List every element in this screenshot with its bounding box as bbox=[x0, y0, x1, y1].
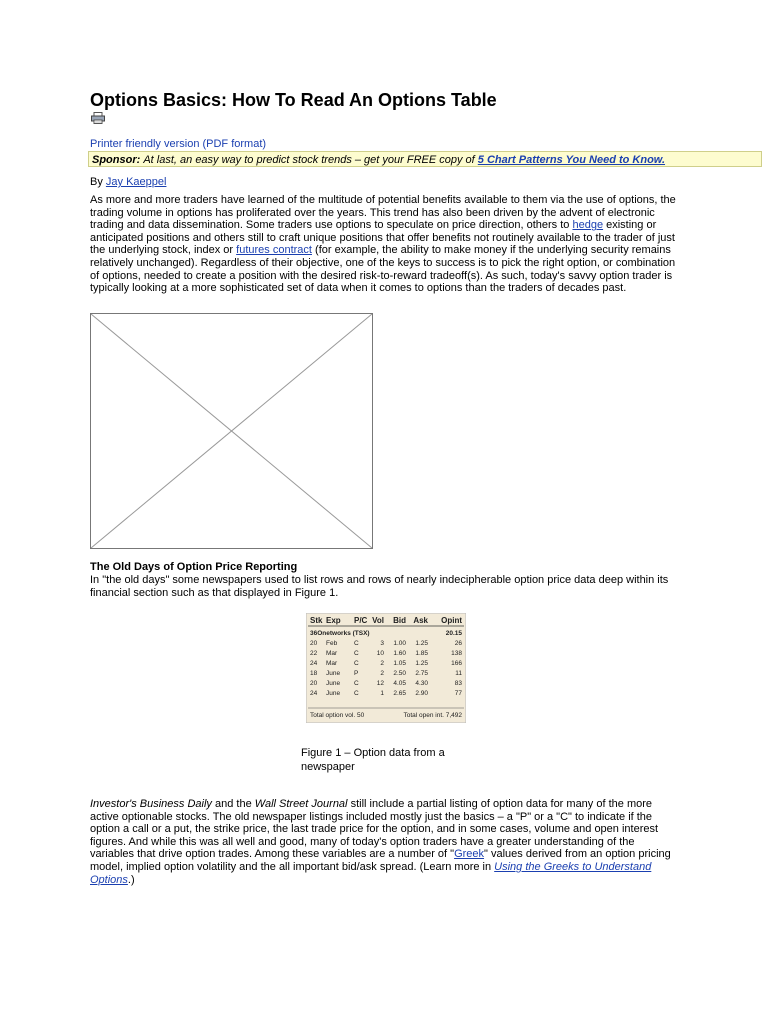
table-cell: 4.30 bbox=[415, 680, 428, 687]
table-cell: 77 bbox=[454, 690, 462, 697]
table-cell: 2.75 bbox=[415, 670, 428, 677]
table-cell: 2.50 bbox=[393, 670, 406, 677]
sponsor-message: At last, an easy way to predict stock trends – get your FREE copy of bbox=[143, 154, 475, 166]
table-footer-volume: Total option vol. 50 bbox=[310, 712, 365, 719]
table-company-price: 20.15 bbox=[445, 630, 462, 637]
table-header-vol: Vol bbox=[372, 616, 384, 625]
table-cell: 4.05 bbox=[393, 680, 406, 687]
table-cell: 1.05 bbox=[393, 660, 406, 667]
table-cell: C bbox=[354, 680, 359, 687]
table-cell: 11 bbox=[455, 670, 462, 677]
table-cell: 138 bbox=[451, 650, 462, 657]
para2-text-3: " values derived from an option pricing model, implied option volatility and the all important bid/ask spread. (Learn more in bbox=[90, 848, 671, 873]
figure-caption: Figure 1 – Option data from a newspaper bbox=[301, 747, 445, 773]
printer-icon[interactable] bbox=[91, 112, 105, 124]
section-paragraph: In "the old days" some newspapers used to list rows and rows of nearly indecipherable option price data deep within its financial section such as that displayed in Figure 1. bbox=[90, 574, 669, 599]
table-cell: 166 bbox=[451, 660, 462, 667]
table-cell: 18 bbox=[310, 670, 318, 677]
table-cell: 1.25 bbox=[415, 640, 428, 647]
intro-paragraph bbox=[90, 194, 680, 295]
table-cell: 1.60 bbox=[393, 650, 406, 657]
author-link[interactable]: Jay Kaeppel bbox=[105, 176, 167, 188]
intro-text-1: As more and more traders have learned of the multitude of potential benefits available to them via the use of options, the trading volume in options has proliferated over the years. This trend has also been driven by the advent of electronic trading and data dissemination. Some traders use options to speculate on price direction, others to bbox=[90, 194, 676, 232]
intro-text-2: existing or anticipated positions and others still to craft unique positions that offer benefits not routinely available to the trader of just the underlying stock, index or bbox=[90, 219, 675, 257]
table-cell: Mar bbox=[326, 650, 338, 657]
table-header-pc: P/C bbox=[354, 616, 368, 625]
sponsor-link[interactable]: 5 Chart Patterns You Need to Know. bbox=[477, 154, 666, 166]
table-header-ask: Ask bbox=[413, 616, 428, 625]
table-cell: 1.25 bbox=[415, 660, 428, 667]
byline-prefix: By bbox=[90, 176, 103, 188]
greek-link[interactable]: Greek bbox=[454, 848, 485, 861]
intro-text-3: (for example, the ability to make money if the underlying security remains relatively unchanged). Regardless of their objective, one of the keys to success is to pick the right option, or combination of options, needed to create a position with the desired risk-to-reward tradeoff(s). As such, today's savvy option trader is typically looking at a more sophisticated set of data when it comes to options than the traders of decades past. bbox=[90, 244, 676, 295]
table-cell: 3 bbox=[380, 640, 384, 647]
table-header-bid: Bid bbox=[393, 616, 406, 625]
broken-image-icon bbox=[91, 314, 372, 548]
greeks-article-link[interactable]: Using the Greeks to Understand Options bbox=[90, 860, 652, 886]
table-header-stk: Stk bbox=[310, 616, 323, 625]
image-placeholder bbox=[90, 313, 373, 549]
table-cell: 1 bbox=[380, 690, 384, 697]
table-cell: 20 bbox=[310, 680, 318, 687]
table-cell: June bbox=[326, 690, 341, 697]
table-cell: 24 bbox=[310, 660, 318, 667]
table-cell: 83 bbox=[454, 680, 462, 687]
table-cell: June bbox=[326, 680, 341, 687]
para2-text-1: and the bbox=[215, 798, 252, 810]
publication-wsj: Wall Street Journal bbox=[254, 798, 348, 810]
table-cell: C bbox=[354, 660, 359, 667]
table-cell: 26 bbox=[454, 640, 462, 647]
para2-text-4: .) bbox=[127, 873, 135, 886]
futures-contract-link[interactable]: futures contract bbox=[236, 244, 312, 257]
page-title: Options Basics: How To Read An Options Table bbox=[90, 90, 497, 110]
table-cell: 20 bbox=[310, 640, 318, 647]
table-cell: 2 bbox=[380, 660, 384, 667]
sponsor-label: Sponsor: bbox=[92, 154, 141, 166]
table-header-exp: Exp bbox=[326, 616, 341, 625]
table-cell: 2 bbox=[380, 670, 384, 677]
table-cell: 1.00 bbox=[393, 640, 406, 647]
publication-ibd: Investor's Business Daily bbox=[90, 798, 212, 810]
printer-friendly-link[interactable]: Printer friendly version (PDF format) bbox=[90, 138, 267, 150]
table-cell: 2.90 bbox=[415, 690, 428, 697]
para2-text-2: still include a partial listing of option data for many of the more active optionable stocks. The old newspaper listings included mostly just the basics – a "P" or a "C" to indicate if the option a call or a put, the strike price, the last trade price for the option, and in some cases, volume and open interest figures. And while this was all well and good, many of today's option traders have a greater understanding of the variables that drive option trades. Among these variables are a number of " bbox=[90, 798, 659, 861]
table-header-opint: Opint bbox=[441, 616, 462, 625]
hedge-link[interactable]: hedge bbox=[572, 219, 604, 232]
table-company: 36Onetworks (TSX) bbox=[310, 630, 370, 637]
paragraph-two bbox=[90, 798, 680, 886]
sponsor-bar bbox=[88, 151, 762, 167]
section-heading: The Old Days of Option Price Reporting bbox=[90, 561, 298, 573]
table-cell: 12 bbox=[376, 680, 384, 687]
table-cell: 24 bbox=[310, 690, 318, 697]
table-cell: Feb bbox=[326, 640, 338, 647]
byline bbox=[90, 176, 166, 188]
table-cell: P bbox=[354, 670, 359, 677]
table-cell: C bbox=[354, 640, 359, 647]
table-cell: 10 bbox=[376, 650, 384, 657]
newspaper-option-table bbox=[306, 613, 466, 723]
table-cell: June bbox=[326, 670, 341, 677]
table-cell: 22 bbox=[310, 650, 318, 657]
table-cell: 2.65 bbox=[393, 690, 406, 697]
table-footer-open-interest: Total open int. 7,492 bbox=[403, 712, 462, 719]
table-cell: 1.85 bbox=[415, 650, 428, 657]
table-cell: Mar bbox=[326, 660, 338, 667]
table-cell: C bbox=[354, 650, 359, 657]
table-cell: C bbox=[354, 690, 359, 697]
